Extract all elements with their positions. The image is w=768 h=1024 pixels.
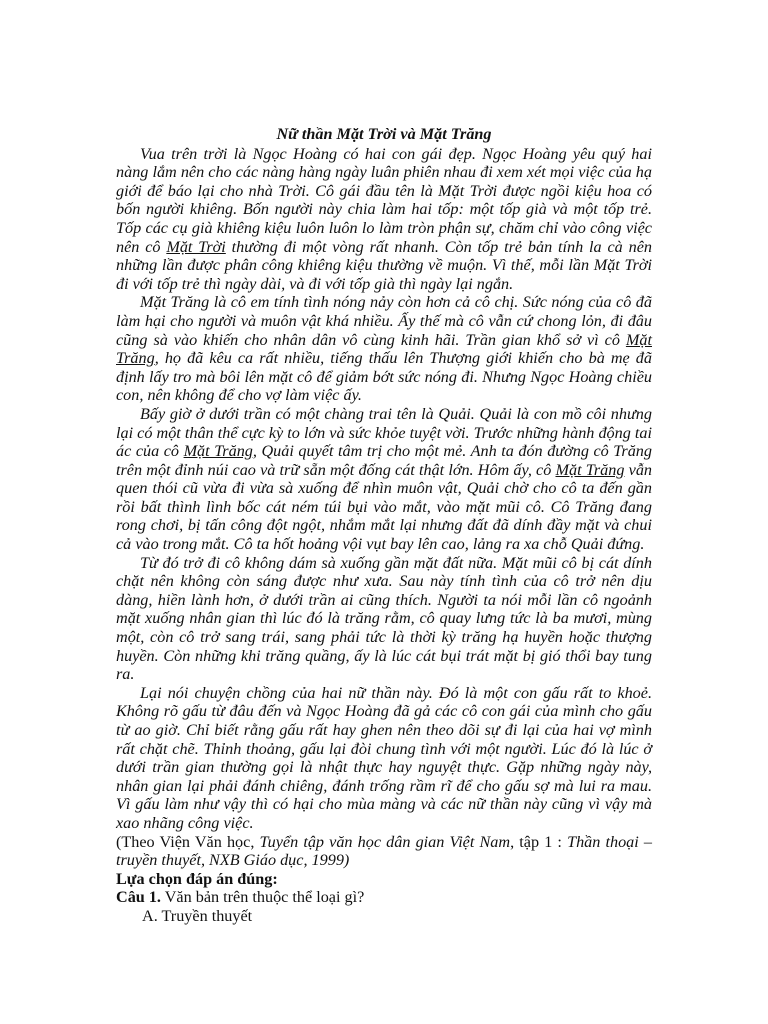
paragraph-text: Vua trên trời là Ngọc Hoàng có hai con gái đẹp. Ngọc Hoàng yêu quý hai nàng lắm nên cho các nàng hàng ngày luân phiên nhau đi xem xét mọi việc của hạ giới để báo lại cho nhà Trời. Cô gái đầu tên là Mặt Trời được ngồi kiệu hoa có bốn người khiêng. Bốn người này chia làm hai tốp: một tốp già và một tốp trẻ. Tốp các cụ già khiêng kiệu luôn luôn lo làm tròn phận sự, chăm chỉ vào công việc nên cô (116, 144, 652, 256)
underlined-term: Mặt Trăng (116, 330, 652, 368)
paragraph-text: , họ đã kêu ca rất nhiều, tiếng thấu lên Thượng giới khiến cho bà mẹ đã định lấy tro mà bôi lên mặt cô để giảm bớt sức nóng đi. Nhưng Ngọc Hoàng chiều con, nên không để cho vợ làm việc ấy. (116, 349, 652, 405)
story-title: Nữ thần Mặt Trời và Mặt Trăng (276, 125, 492, 143)
paragraph-text: vẫn quen thói cũ vừa đi vừa sà xuống để nhìn muôn vật, Quải chờ cho cô ta đến gần rồi bất thình lình bốc cát ném túi bụi vào mắt, vào mặt mũi cô. Cô Trăng đang rong chơi, bị tấn công đột ngột, nhắm mắt lại nhưng đất đã dính đầy mặt và chui cả vào trong mắt. Cô ta hốt hoảng vội vụt bay lên cao, lảng ra xa chỗ Quải đứng. (116, 460, 653, 554)
paragraph-text: Bấy giờ ở dưới trần có một chàng trai tên là Quải. Quải là con mồ côi nhưng lại có một thân thể cực kỳ to lớn và sức khỏe tuyệt vời. Trước những hành động tai ác của cô (116, 404, 652, 461)
source-book-title: Tuyển tập văn học dân gian Việt Nam (259, 832, 511, 851)
story-paragraph (116, 684, 652, 833)
question-text: Văn bản trên thuộc thể loại gì? (160, 888, 365, 907)
underlined-term: Mặt Trăng (183, 442, 253, 461)
paragraph-text: , Quải quyết tâm trị cho một mẻ. Anh ta đón đường cô Trăng trên một đỉnh núi cao và trữ sẵn một đống cát thật lớn. Hôm ấy, cô (116, 442, 652, 479)
story-paragraph (116, 293, 652, 405)
source-prefix: (Theo Viện Văn học, (116, 832, 260, 851)
question-item (116, 888, 652, 907)
answer-option[interactable]: A. Truyền thuyết (142, 906, 253, 925)
question-list (116, 888, 652, 925)
question-number: Câu 1. (116, 888, 161, 907)
story-body (116, 145, 652, 833)
paragraph-text: Mặt Trăng là cô em tính tình nóng nảy còn hơn cả cô chị. Sức nóng của cô đã làm hại cho người và muôn vật khá nhiều. Ấy thế mà cô vẫn cứ chong lỏn, đi đâu cũng sà vào khiến cho nhân dân vô cùng kinh hãi. Trần gian khổ sở vì cô (116, 293, 652, 349)
underlined-term: Mặt Trời (166, 237, 226, 256)
story-paragraph (116, 145, 652, 294)
story-paragraph (116, 554, 652, 684)
source-volume-title: Thần thoại – truyền thuyết, NXB Giáo dục, 1999) (116, 832, 653, 870)
story-paragraph (116, 405, 652, 554)
paragraph-text: thường đi một vòng rất nhanh. Còn tốp trẻ bản tính la cà nên những lần được phân công khiêng kiệu thường về muộn. Vì thế, mỗi lần Mặt Trời đi với tốp trẻ thì ngày dài, và đi với tốp già thì ngày lại ngắn. (116, 237, 652, 293)
paragraph-text: Lại nói chuyện chồng của hai nữ thần này. Đó là một con gấu rất to khoẻ. Không rõ gấu từ đâu đến và Ngọc Hoàng đã gả các cô con gái của mình cho gấu từ ao giờ. Chỉ biết rằng gấu rất hay ghen nên theo dõi sự đi lại của hai vợ mình rất chặt chẽ. Thỉnh thoảng, gấu lại đòi chung tình với một người. Lúc đó là lúc ở dưới trần gian thường gọi là nhật thực hay nguyệt thực. Gặp những ngày này, nhân gian lại phải đánh chiêng, đánh trống rầm rĩ để cho gấu sợ mà lui ra mau. Vì gấu làm như vậy thì có hại cho mùa màng và các nữ thần này cũng vì vậy mà xao nhãng công việc. (116, 683, 652, 832)
underlined-term: Mặt Trăng (555, 460, 625, 479)
source-citation (116, 833, 652, 870)
paragraph-text: Từ đó trở đi cô không dám sà xuống gần mặt đất nữa. Mặt mũi cô bị cát dính chặt nên không còn sáng được như xưa. Sau này tính tình của cô trở nên dịu dàng, hiền lành hơn, ở dưới trần ai cũng thích. Người ta nói mỗi lần cô ngoảnh mặt xuống nhân gian thì lúc đó là trăng rằm, cô quay lưng tức là ba mươi, mùng một, còn cô trở sang trái, sang phải tức là thời kỳ trăng hạ huyền hoặc thượng huyền. Còn những khi trăng quầng, ấy là lúc cát bụi trát mặt bị gió thổi bay tung ra. (116, 553, 652, 684)
source-middle: , tập 1 : (510, 832, 568, 851)
instruction-heading: Lựa chọn đáp án đúng: (116, 869, 278, 888)
